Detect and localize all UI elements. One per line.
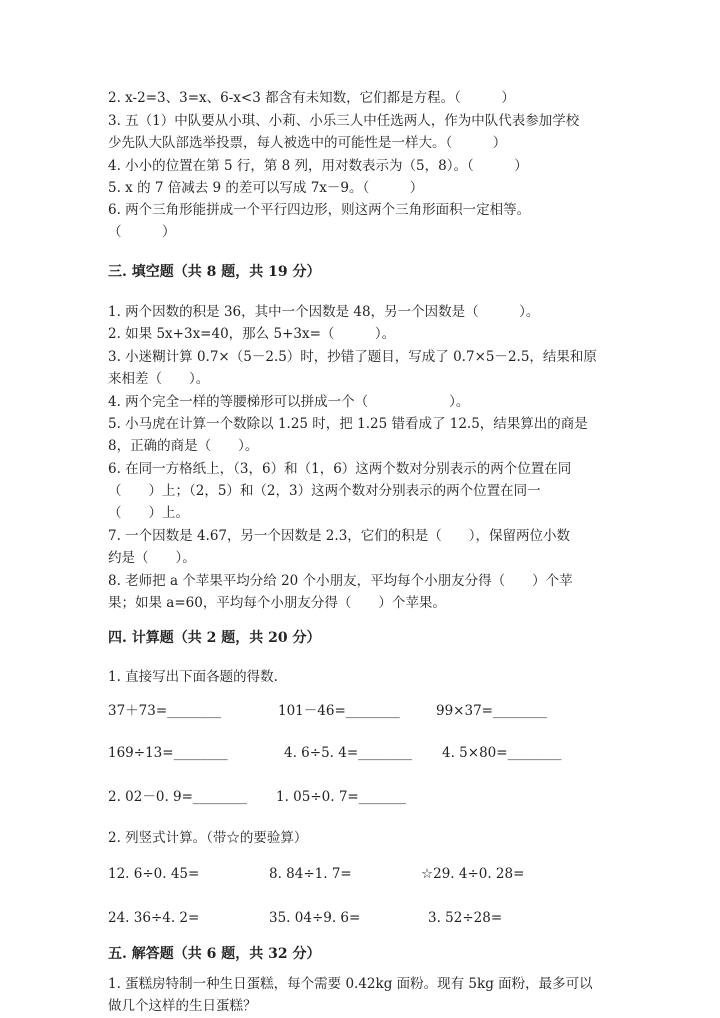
judge-q4: 4. 小小的位置在第 5 行，第 8 列，用对数表示为（5，8）。（ ） — [108, 158, 528, 174]
fill-line: 5. 小马虎在计算一个数除以 1.25 时，把 1.25 错看成了 12.5，结果算出的商是 — [108, 416, 588, 432]
direct-calc-item: 2. 02－0. 9=________ — [108, 789, 247, 805]
fill-line: 6. 在同一方格纸上，（3，6）和（1，6）这两个数对分别表示的两个位置在同 — [108, 461, 572, 477]
fill-line: 2. 如果 5x+3x=40，那么 5+3x=（ ）。 — [108, 326, 396, 342]
word-problem-line: 1. 蛋糕房特制一种生日蛋糕，每个需要 0.42kg 面粉。现有 5kg 面粉，最多可以 — [108, 976, 593, 992]
fill-line: 来相差（ ）。 — [108, 371, 210, 387]
judge-q2: 2. x-2=3、3=x、6-x<3 都含有未知数，它们都是方程。（ ） — [108, 90, 515, 106]
vertical-calc-item: ☆29. 4÷0. 28= — [421, 866, 525, 882]
calc-q2-prompt: 2. 列竖式计算。（带☆的要验算） — [108, 830, 308, 846]
direct-calc-item: 101－46=________ — [278, 703, 400, 719]
section4-title: 四. 计算题（共 2 题，共 20 分） — [108, 630, 321, 646]
calc-q1-prompt: 1. 直接写出下面各题的得数. — [108, 669, 278, 685]
judge-q6-line2: （ ） — [108, 224, 176, 240]
fill-line: 8. 老师把 a 个苹果平均分给 20 个小朋友，平均每个小朋友分得（ ）个苹 — [108, 573, 573, 589]
judge-q3-line1: 3. 五（1）中队要从小琪、小莉、小乐三人中任选两人，作为中队代表参加学校 — [108, 113, 580, 129]
vertical-calc-item: 3. 52÷28= — [428, 910, 503, 926]
direct-calc-item: 99×37=________ — [436, 703, 547, 719]
fill-line: 3. 小迷糊计算 0.7×（5－2.5）时，抄错了题目，写成了 0.7×5－2.5，结果和原 — [108, 349, 597, 365]
vertical-calc-item: 35. 04÷9. 6= — [269, 910, 361, 926]
section5-title: 五. 解答题（共 6 题，共 32 分） — [108, 946, 321, 962]
vertical-calc-item: 8. 84÷1. 7= — [269, 866, 352, 882]
fill-line: 8，正确的商是（ ）。 — [108, 438, 259, 454]
direct-calc-item: 37＋73=________ — [108, 703, 222, 719]
fill-line: 果；如果 a=60，平均每个小朋友分得（ ）个苹果。 — [108, 595, 446, 611]
judge-q5: 5. x 的 7 倍减去 9 的差可以写成 7x－9。（ ） — [108, 180, 424, 196]
direct-calc-item: 1. 05÷0. 7=_______ — [276, 789, 406, 805]
fill-line: （ ）上；（2，5）和（2，3）这两个数对分别表示的两个位置在同一 — [108, 483, 541, 499]
word-problem-line: 做几个这样的生日蛋糕？ — [108, 998, 257, 1014]
judge-q3-line2: 少先队大队部选举投票，每人被选中的可能性是一样大。（ ） — [108, 135, 507, 151]
fill-line: （ ）上。 — [108, 505, 189, 521]
direct-calc-item: 4. 6÷5. 4=________ — [284, 745, 413, 761]
section3-title: 三. 填空题（共 8 题，共 19 分） — [108, 264, 321, 280]
fill-line: 7. 一个因数是 4.67，另一个因数是 2.3，它们的积是（ ），保留两位小数 — [108, 528, 571, 544]
judge-q6-line1: 6. 两个三角形能拼成一个平行四边形，则这两个三角形面积一定相等。 — [108, 202, 531, 218]
fill-line: 4. 两个完全一样的等腰梯形可以拼成一个（ ）。 — [108, 394, 470, 410]
fill-line: 1. 两个因数的积是 36，其中一个因数是 48，另一个因数是（ ）。 — [108, 304, 540, 320]
direct-calc-item: 169÷13=________ — [108, 745, 228, 761]
fill-line: 约是（ ）。 — [108, 550, 196, 566]
vertical-calc-item: 12. 6÷0. 45= — [108, 866, 200, 882]
direct-calc-item: 4. 5×80=________ — [442, 745, 562, 761]
vertical-calc-item: 24. 36÷4. 2= — [108, 910, 200, 926]
